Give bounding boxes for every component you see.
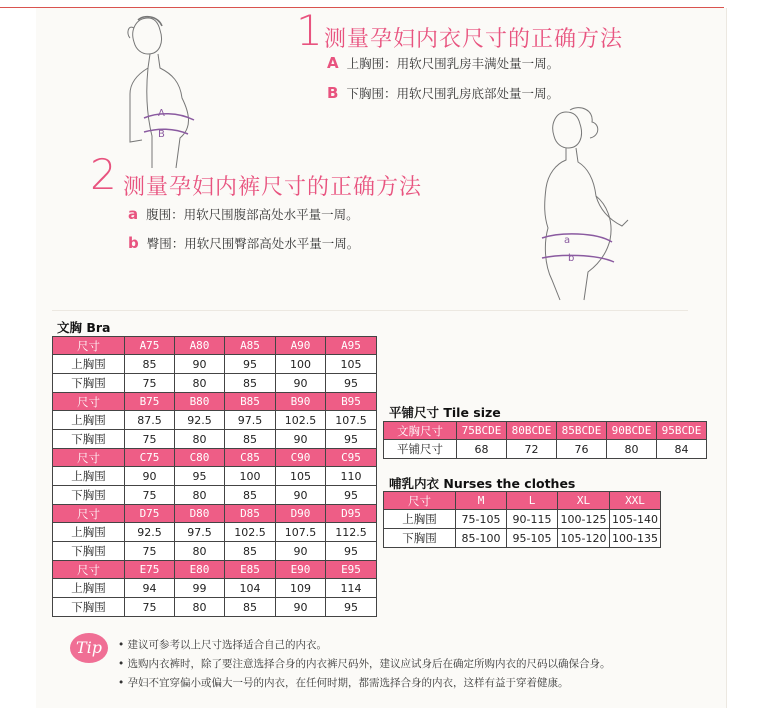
table-cell: 95BCDE bbox=[657, 422, 707, 440]
table-cell: 80BCDE bbox=[507, 422, 557, 440]
row-label-cell: 下胸围 bbox=[53, 486, 125, 505]
table-cell: 76 bbox=[557, 440, 607, 459]
table-cell: A85 bbox=[225, 337, 276, 355]
table-cell: 92.5 bbox=[175, 411, 225, 430]
table-row bbox=[384, 529, 661, 548]
section1-title: 测量孕妇内衣尺寸的正确方法 bbox=[324, 27, 624, 52]
table-cell: 72 bbox=[507, 440, 557, 459]
table-cell: 90 bbox=[125, 467, 175, 486]
table-cell: 75 bbox=[125, 542, 175, 561]
table-cell: 90BCDE bbox=[607, 422, 657, 440]
table-cell: L bbox=[507, 492, 558, 510]
section1-item-b bbox=[327, 84, 559, 102]
table-cell: 100-135 bbox=[610, 529, 661, 548]
table-cell: 100 bbox=[225, 467, 276, 486]
table-cell: 75 bbox=[125, 486, 175, 505]
row-label-cell: 下胸围 bbox=[384, 529, 456, 548]
table-cell: 109 bbox=[276, 579, 326, 598]
table-cell: 87.5 bbox=[125, 411, 175, 430]
table-cell: E85 bbox=[225, 561, 276, 579]
table-cell: 80 bbox=[175, 374, 225, 393]
item-text: 上胸围：用软尺围乳房丰满处量一周。 bbox=[346, 56, 560, 71]
bra-size-table bbox=[52, 336, 377, 617]
table-cell: D95 bbox=[326, 505, 377, 523]
table-cell: B75 bbox=[125, 393, 175, 411]
table-cell: 84 bbox=[657, 440, 707, 459]
table-cell: XL bbox=[558, 492, 610, 510]
table-cell: 85 bbox=[225, 542, 276, 561]
row-label-cell: 尺寸 bbox=[53, 449, 125, 467]
table-cell: B90 bbox=[276, 393, 326, 411]
row-label-cell: 尺寸 bbox=[53, 505, 125, 523]
upper-body-figure bbox=[108, 8, 218, 170]
table-cell: 85-100 bbox=[456, 529, 507, 548]
table-cell: 104 bbox=[225, 579, 276, 598]
row-label-cell: 上胸围 bbox=[53, 523, 125, 542]
table-cell: 75 bbox=[125, 430, 175, 449]
item-marker: B bbox=[327, 84, 339, 102]
table-cell: B85 bbox=[225, 393, 276, 411]
table-cell: 75BCDE bbox=[457, 422, 507, 440]
table-cell: B95 bbox=[326, 393, 377, 411]
item-marker: b bbox=[128, 234, 139, 252]
row-label-cell: 下胸围 bbox=[53, 598, 125, 617]
section1-item-a bbox=[327, 54, 559, 72]
table-cell: 95 bbox=[326, 542, 377, 561]
table-cell: A80 bbox=[175, 337, 225, 355]
tip-line-2: • 选购内衣裤时，除了要注意选择合身的内衣裤尺码外，建议应试身后在确定所购内衣的尺码以确保合身。 bbox=[118, 658, 611, 670]
table-cell: A75 bbox=[125, 337, 175, 355]
table-row bbox=[53, 467, 377, 486]
table-cell: 107.5 bbox=[276, 523, 326, 542]
table-cell: 95-105 bbox=[507, 529, 558, 548]
figure-label-b: B bbox=[158, 129, 165, 140]
figure-label-b2: b bbox=[568, 253, 575, 264]
table-cell: 85 bbox=[225, 374, 276, 393]
table-row bbox=[53, 598, 377, 617]
table-cell: 85 bbox=[125, 355, 175, 374]
table-cell: 75 bbox=[125, 598, 175, 617]
tip-icon: Tip bbox=[70, 633, 108, 663]
table-row bbox=[53, 411, 377, 430]
table-cell: 100-125 bbox=[558, 510, 610, 529]
table-row bbox=[53, 355, 377, 374]
table-cell: 90 bbox=[175, 355, 225, 374]
section2-item-a bbox=[128, 205, 359, 223]
table-row bbox=[53, 523, 377, 542]
table-row bbox=[53, 579, 377, 598]
table-cell: A90 bbox=[276, 337, 326, 355]
table-cell: 90-115 bbox=[507, 510, 558, 529]
table-cell: 102.5 bbox=[276, 411, 326, 430]
table-cell: E95 bbox=[326, 561, 377, 579]
table-cell: M bbox=[456, 492, 507, 510]
table-cell: 94 bbox=[125, 579, 175, 598]
item-text: 腹围：用软尺围腹部高处水平量一周。 bbox=[146, 207, 359, 222]
row-label-cell: 尺寸 bbox=[384, 492, 456, 510]
row-label-cell: 上胸围 bbox=[53, 579, 125, 598]
table-cell: 85BCDE bbox=[557, 422, 607, 440]
table-row bbox=[53, 542, 377, 561]
table-header-row bbox=[53, 393, 377, 411]
row-label-cell: 平铺尺寸 bbox=[384, 440, 457, 459]
figure-label-a: A bbox=[158, 108, 165, 119]
table-cell: 90 bbox=[276, 430, 326, 449]
table-cell: 80 bbox=[175, 486, 225, 505]
tile-table-caption: 平铺尺寸 Tile size bbox=[389, 405, 501, 420]
table-cell: A95 bbox=[326, 337, 377, 355]
item-marker: a bbox=[128, 205, 139, 223]
item-marker: A bbox=[327, 54, 339, 72]
table-cell: XXL bbox=[610, 492, 661, 510]
section2-title: 测量孕妇内裤尺寸的正确方法 bbox=[123, 175, 423, 200]
row-label-cell: 尺寸 bbox=[53, 337, 125, 355]
table-cell: C85 bbox=[225, 449, 276, 467]
table-row bbox=[53, 486, 377, 505]
row-label-cell: 下胸围 bbox=[53, 430, 125, 449]
table-cell: 68 bbox=[457, 440, 507, 459]
section1-number: 1 bbox=[296, 6, 323, 55]
table-header-row bbox=[53, 505, 377, 523]
nursing-size-table bbox=[383, 491, 661, 548]
table-cell: 90 bbox=[276, 542, 326, 561]
table-row bbox=[53, 374, 377, 393]
table-cell: 90 bbox=[276, 598, 326, 617]
section-divider bbox=[52, 310, 688, 311]
table-row bbox=[384, 440, 707, 459]
table-cell: 80 bbox=[175, 598, 225, 617]
table-cell: 80 bbox=[607, 440, 657, 459]
table-cell: 85 bbox=[225, 486, 276, 505]
table-cell: E90 bbox=[276, 561, 326, 579]
row-label-cell: 尺寸 bbox=[53, 393, 125, 411]
table-cell: 85 bbox=[225, 430, 276, 449]
table-cell: 105-120 bbox=[558, 529, 610, 548]
table-cell: 107.5 bbox=[326, 411, 377, 430]
table-cell: 99 bbox=[175, 579, 225, 598]
table-header-row bbox=[53, 337, 377, 355]
table-cell: 95 bbox=[175, 467, 225, 486]
table-cell: 97.5 bbox=[175, 523, 225, 542]
row-label-cell: 上胸围 bbox=[53, 467, 125, 486]
table-header-row bbox=[53, 449, 377, 467]
table-cell: D85 bbox=[225, 505, 276, 523]
table-cell: C95 bbox=[326, 449, 377, 467]
table-cell: 95 bbox=[326, 598, 377, 617]
table-cell: 75-105 bbox=[456, 510, 507, 529]
row-label-cell: 上胸围 bbox=[384, 510, 456, 529]
table-cell: 105-140 bbox=[610, 510, 661, 529]
row-label-cell: 上胸围 bbox=[53, 355, 125, 374]
table-cell: C90 bbox=[276, 449, 326, 467]
table-cell: 102.5 bbox=[225, 523, 276, 542]
figure-label-a2: a bbox=[564, 235, 571, 246]
table-header-row bbox=[384, 422, 707, 440]
table-cell: C75 bbox=[125, 449, 175, 467]
row-label-cell: 下胸围 bbox=[53, 374, 125, 393]
table-row bbox=[384, 510, 661, 529]
table-cell: 105 bbox=[276, 467, 326, 486]
table-cell: B80 bbox=[175, 393, 225, 411]
table-cell: C80 bbox=[175, 449, 225, 467]
pregnant-figure bbox=[530, 104, 640, 304]
table-cell: 110 bbox=[326, 467, 377, 486]
table-row bbox=[53, 430, 377, 449]
row-label-cell: 上胸围 bbox=[53, 411, 125, 430]
table-cell: D80 bbox=[175, 505, 225, 523]
item-text: 臀围：用软尺围臀部高处水平量一周。 bbox=[146, 236, 360, 251]
nurse-table-caption: 哺乳内衣 Nurses the clothes bbox=[389, 476, 576, 491]
table-header-row bbox=[53, 561, 377, 579]
row-label-cell: 文胸尺寸 bbox=[384, 422, 457, 440]
tile-size-table bbox=[383, 421, 707, 459]
row-label-cell: 尺寸 bbox=[53, 561, 125, 579]
table-cell: E80 bbox=[175, 561, 225, 579]
tip-line-3: • 孕妇不宜穿偏小或偏大一号的内衣，在任何时期，都需选择合身的内衣，这样有益于穿着健康。 bbox=[118, 677, 569, 689]
table-cell: 90 bbox=[276, 486, 326, 505]
section2-number: 2 bbox=[90, 150, 117, 199]
table-cell: D90 bbox=[276, 505, 326, 523]
section2-item-b bbox=[128, 234, 359, 252]
table-cell: 95 bbox=[326, 374, 377, 393]
table-cell: 114 bbox=[326, 579, 377, 598]
table-cell: 97.5 bbox=[225, 411, 276, 430]
tip-line-1: • 建议可参考以上尺寸选择适合自己的内衣。 bbox=[118, 639, 328, 651]
table-cell: 95 bbox=[326, 430, 377, 449]
table-header-row bbox=[384, 492, 661, 510]
bra-table-caption: 文胸 Bra bbox=[57, 320, 111, 335]
table-cell: 95 bbox=[225, 355, 276, 374]
table-cell: 92.5 bbox=[125, 523, 175, 542]
table-cell: 75 bbox=[125, 374, 175, 393]
table-cell: E75 bbox=[125, 561, 175, 579]
table-cell: 100 bbox=[276, 355, 326, 374]
table-cell: D75 bbox=[125, 505, 175, 523]
item-text: 下胸围：用软尺围乳房底部处量一周。 bbox=[346, 86, 559, 101]
row-label-cell: 下胸围 bbox=[53, 542, 125, 561]
table-cell: 80 bbox=[175, 430, 225, 449]
table-cell: 80 bbox=[175, 542, 225, 561]
table-cell: 112.5 bbox=[326, 523, 377, 542]
table-cell: 90 bbox=[276, 374, 326, 393]
table-cell: 85 bbox=[225, 598, 276, 617]
table-cell: 105 bbox=[326, 355, 377, 374]
table-cell: 95 bbox=[326, 486, 377, 505]
